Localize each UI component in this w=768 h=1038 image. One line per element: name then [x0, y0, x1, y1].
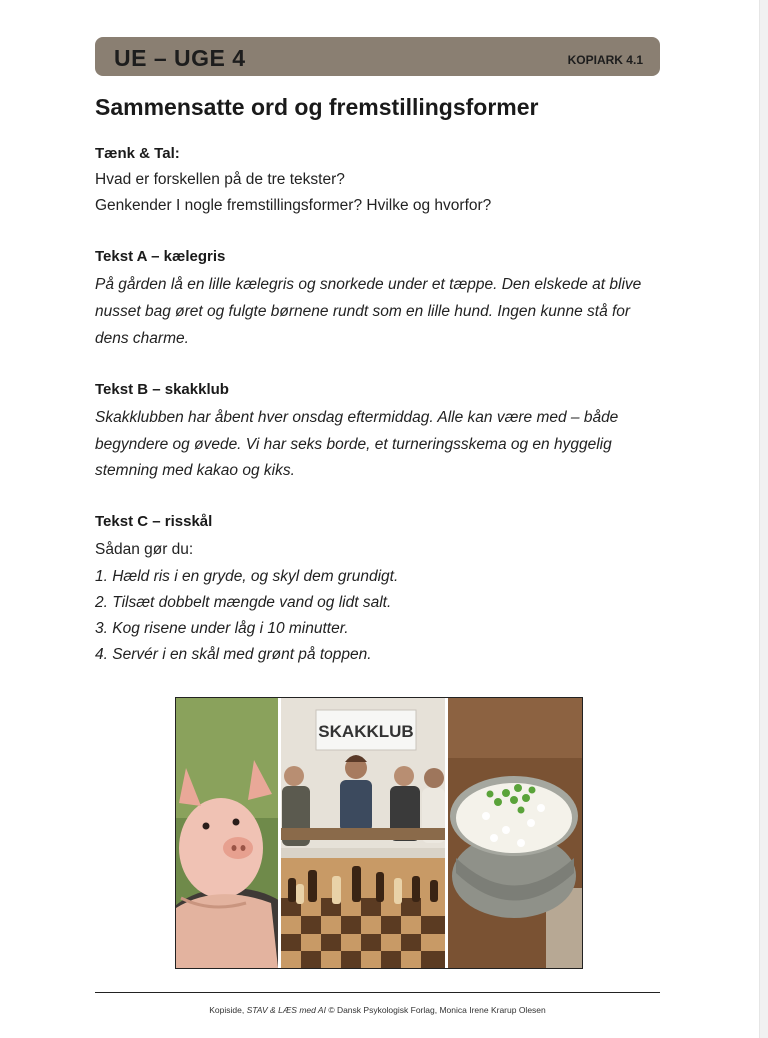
- recipe-step: 3. Kog risene under låg i 10 minutter.: [95, 620, 349, 637]
- think-heading: Tænk & Tal:: [95, 145, 180, 162]
- header-title: UE – UGE 4: [114, 45, 246, 71]
- text-b-line: begyndere og øvede. Vi har seks borde, et turneringsskema og en hyggelig: [95, 436, 612, 453]
- chess-club-photo: [281, 698, 445, 968]
- illustration-triptych: [175, 697, 583, 969]
- text-b-line: stemning med kakao og kiks.: [95, 462, 295, 479]
- page-title: Sammensatte ord og fremstillingsformer: [95, 94, 539, 120]
- think-line: Hvad er forskellen på de tre tekster?: [95, 171, 345, 188]
- text-a-heading: Tekst A – kælegris: [95, 248, 226, 265]
- text-b-heading: Tekst B – skakklub: [95, 381, 229, 398]
- header-bar: [95, 37, 660, 76]
- footer-suffix: © Dansk Psykologisk Forlag, Monica Irene Krarup Olesen: [325, 1005, 546, 1015]
- rice-bowl-photo: [448, 698, 582, 968]
- text-b-line: Skakklubben har åbent hver onsdag eftermiddag. Alle kan være med – både: [95, 409, 619, 426]
- recipe-step: 2. Tilsæt dobbelt mængde vand og lidt salt.: [95, 594, 392, 611]
- recipe-step: 1. Hæld ris i en gryde, og skyl dem grundigt.: [95, 568, 399, 585]
- text-c-heading: Tekst C – risskål: [95, 513, 213, 530]
- worksheet-code: KOPIARK 4.1: [567, 53, 643, 67]
- chess-sign-text: SKAKKLUB: [318, 722, 414, 741]
- text-a-line: dens charme.: [95, 330, 189, 347]
- recipe-step: 4. Servér i en skål med grønt på toppen.: [95, 646, 372, 663]
- text-a-line: På gården lå en lille kælegris og snorkede under et tæppe. Den elskede at blive: [95, 276, 642, 293]
- footer-prefix: Kopiside,: [209, 1005, 247, 1015]
- text-c-intro: Sådan gør du:: [95, 541, 194, 558]
- footer-rule: [95, 992, 660, 993]
- think-line: Genkender I nogle fremstillingsformer? Hvilke og hvorfor?: [95, 197, 492, 214]
- scrollbar-track[interactable]: [759, 0, 768, 1038]
- text-a-line: nusset bag øret og fulgte børnene rundt som en lille hund. Ingen kunne stå for: [95, 303, 631, 320]
- footer-book-title: STAV & LÆS med AI: [246, 1005, 326, 1015]
- footer-credit: [95, 1005, 660, 1015]
